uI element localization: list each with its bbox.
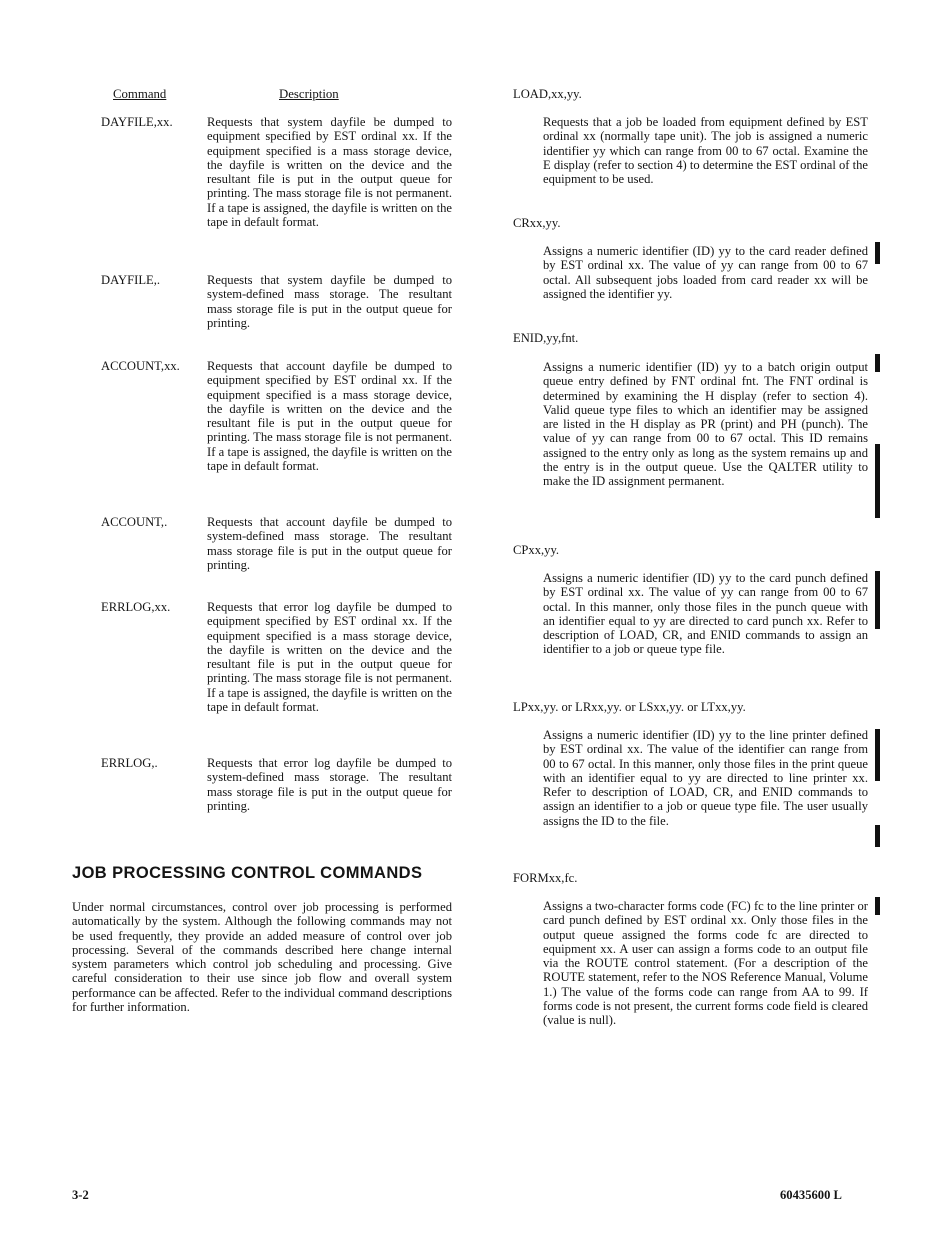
description-enid: Assigns a numeric identifier (ID) yy to a batch origin output queue entry defined by FNT ordinal fnt. The FNT ordinal is determined by examining the H display (refer to section 4). Valid queue type files to which an identifier may be assigned are listed in the H display as PR (print) and PH (punch). The value of yy can range from 00 to 67 octal. This ID remains assigned to the entry only as long as the system remains up and the entry is in the output queue. Use the QALTER utility to make the ID assignment permanent. [543, 360, 868, 489]
command-account-default: ACCOUNT,. [101, 515, 168, 529]
description-dayfile-xx: Requests that system dayfile be dumped to equipment specified by EST ordinal xx. If the equipment specified is a mass storage device, the dayfile is written on the device and the resultant file is put in the output queue for printing. The mass storage file is not permanent. If a tape is assigned, the dayfile is written on the tape in default format. [207, 115, 452, 230]
command-errlog-xx: ERRLOG,xx. [101, 600, 171, 614]
description-errlog-default: Requests that error log dayfile be dumped to system-defined mass storage. The resultant mass storage file is put in the output queue for printing. [207, 756, 452, 813]
command-load: LOAD,xx,yy. [513, 87, 582, 101]
command-cp: CPxx,yy. [513, 543, 560, 557]
description-account-xx: Requests that account dayfile be dumped to equipment specified by EST ordinal xx. If the equipment specified is a mass storage device, the dayfile is written on the device and the resultant file is put in the output queue for printing. The mass storage file is not permanent. If a tape is assigned, the dayfile is written on the tape in default format. [207, 359, 452, 474]
description-errlog-xx: Requests that error log dayfile be dumped to equipment specified by EST ordinal xx. If the equipment specified is a mass storage device, the dayfile is written on the device and the resultant file is put in the output queue for printing. The mass storage file is not permanent. If a tape is assigned, the dayfile is written on the tape in default format. [207, 600, 452, 715]
column-header-command: Command [113, 87, 167, 101]
command-errlog-default: ERRLOG,. [101, 756, 158, 770]
change-bar [875, 897, 880, 915]
change-bar [875, 729, 880, 781]
description-load: Requests that a job be loaded from equipment defined by EST ordinal xx (normally tape unit). The job is assigned a numeric identifier yy which can range from 00 to 67 octal. Examine the E display (refer to section 4) to determine the EST ordinal of the equipment to be used. [543, 115, 869, 187]
column-header-description: Description [279, 87, 339, 101]
description-cr: Assigns a numeric identifier (ID) yy to the card reader defined by EST ordinal xx. The value of yy can range from 00 to 67 octal. All subsequent jobs loaded from card reader xx will be assigned the identifier yy. [543, 244, 868, 301]
command-lp: LPxx,yy. or LRxx,yy. or LSxx,yy. or LTxx,yy. [513, 700, 746, 714]
change-bar [875, 444, 880, 518]
description-account-default: Requests that account dayfile be dumped to system-defined mass storage. The resultant mass storage file is put in the output queue for printing. [207, 515, 452, 572]
document-number: 60435600 L [780, 1188, 842, 1202]
page-number: 3-2 [72, 1188, 89, 1202]
change-bar [875, 242, 880, 264]
command-dayfile-default: DAYFILE,. [101, 273, 161, 287]
command-cr: CRxx,yy. [513, 216, 561, 230]
section-intro-paragraph: Under normal circumstances, control over job processing is performed automatically by the system. Although the following commands may not be used frequently, they provide an added measure of control over job processing. Several of the commands described here change internal system parameters which control job scheduling and processing. Give careful consideration to their use since job flow and overall system performance can be affected. Refer to the individual command descriptions for further information. [72, 900, 452, 1015]
change-bar [875, 825, 880, 847]
description-lp: Assigns a numeric identifier (ID) yy to the line printer defined by EST ordinal xx. The value of the identifier can range from 00 to 67 octal. In this manner, only those files in the print queue with an identifier equal to yy are directed to line printer xx. Refer to description of LOAD, CR, and ENID commands to assign an identifier to a job or queue type file. The user usually assigns the ID to the file. [543, 728, 868, 828]
command-account-xx: ACCOUNT,xx. [101, 359, 180, 373]
change-bar [875, 571, 880, 629]
description-dayfile-default: Requests that system dayfile be dumped to system-defined mass storage. The resultant mass storage file is put in the output queue for printing. [207, 273, 452, 330]
section-title: JOB PROCESSING CONTROL COMMANDS [72, 864, 423, 882]
change-bar [875, 354, 880, 372]
command-form: FORMxx,fc. [513, 871, 578, 885]
command-enid: ENID,yy,fnt. [513, 331, 579, 345]
description-cp: Assigns a numeric identifier (ID) yy to the card punch defined by EST ordinal xx. The value of yy can range from 00 to 67 octal. In this manner, only those files in the punch queue with an identifier equal to yy are directed to card punch xx. Refer to description of LOAD, CR, and ENID commands to assign an identifier to a job or queue type file. [543, 571, 868, 657]
description-form: Assigns a two-character forms code (FC) fc to the line printer or card punch defined by EST ordinal xx. Only those files in the output queue assigned the forms code fc are directed to equipment xx. A user can assign a forms code to an output file via the ROUTE control statement. (For a description of the ROUTE statement, refer to the NOS Reference Manual, Volume 1.) The value of the forms code can range from AA to 99. If forms code is not present, the current forms code field is cleared (value is null). [543, 899, 868, 1028]
command-dayfile-xx: DAYFILE,xx. [101, 115, 173, 129]
